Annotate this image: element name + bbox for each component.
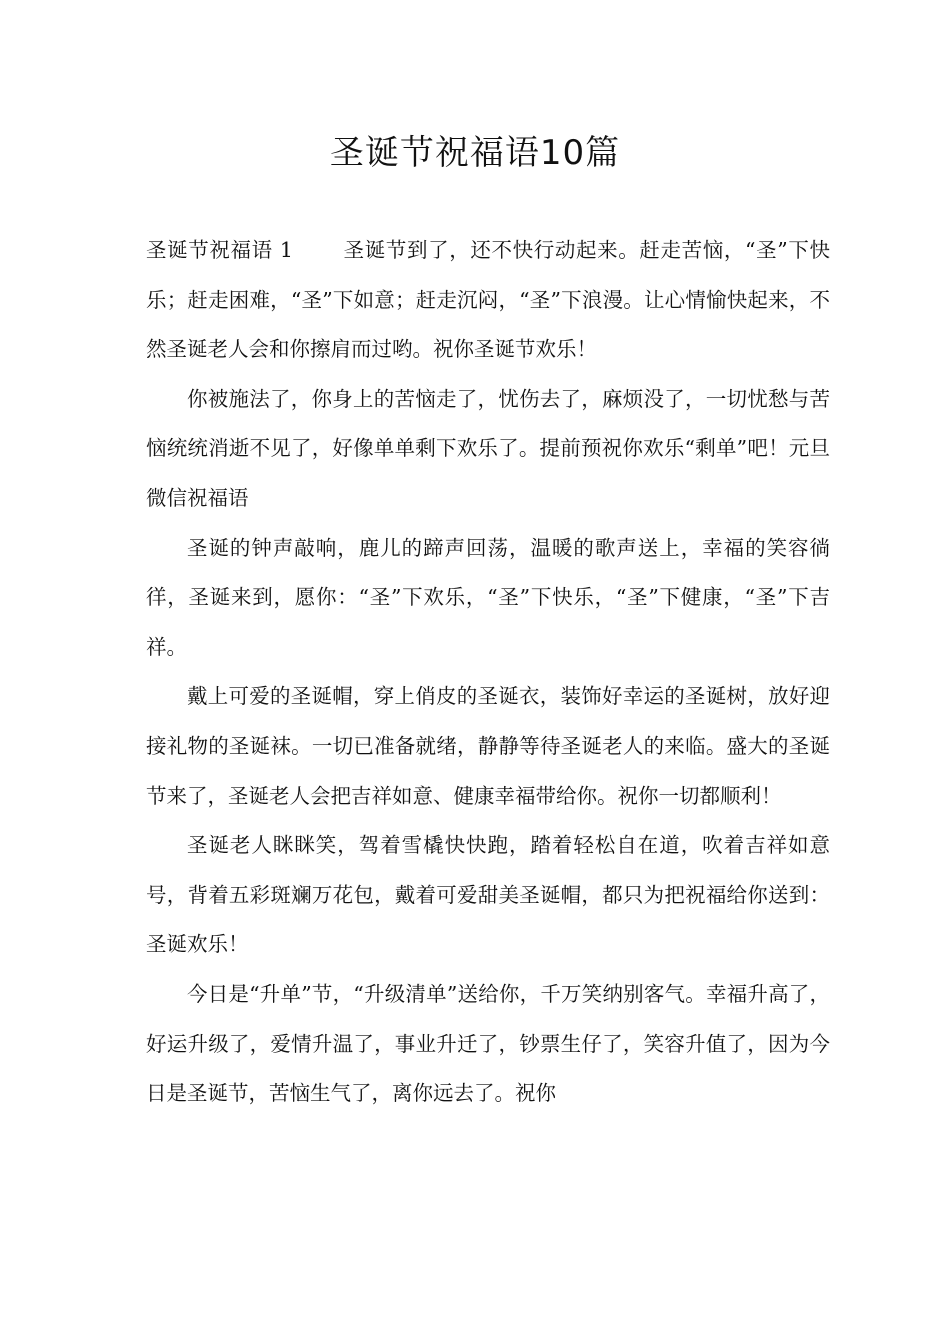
paragraph-3: 圣诞的钟声敲响，鹿儿的蹄声回荡，温暖的歌声送上，幸福的笑容徜徉，圣诞来到，愿你：“圣”下欢乐，“圣”下快乐，“圣”下健康，“圣”下吉祥。	[146, 535, 830, 659]
paragraph-2: 你被施法了，你身上的苦恼走了，忧伤去了，麻烦没了，一切忧愁与苦恼统统消逝不见了，好像单单剩下欢乐了。提前预祝你欢乐“剩单”吧！元旦微信祝福语	[146, 386, 830, 510]
paragraph-1-text: 圣诞节到了，还不快行动起来。赶走苦恼，“圣”下快乐；赶走困难，“圣”下如意；赶走沉闷，“圣”下浪漫。让心情愉快起来，不然圣诞老人会和你擦肩而过哟。祝你圣诞节欢乐！	[146, 238, 831, 362]
section-heading: 圣诞节祝福语 1	[146, 238, 293, 262]
paragraph-1	[146, 226, 830, 375]
paragraph-5: 圣诞老人眯眯笑，驾着雪橇快快跑，踏着轻松自在道，吹着吉祥如意号，背着五彩斑斓万花包，戴着可爱甜美圣诞帽，都只为把祝福给你送到：圣诞欢乐！	[146, 833, 830, 957]
paragraph-4: 戴上可爱的圣诞帽，穿上俏皮的圣诞衣，装饰好幸运的圣诞树，放好迎接礼物的圣诞袜。一切已准备就绪，静静等待圣诞老人的来临。盛大的圣诞节来了，圣诞老人会把吉祥如意、健康幸福带给你。祝你一切都顺利！	[146, 684, 830, 808]
paragraph-6: 今日是“升单”节，“升级清单”送给你，千万笑纳别客气。幸福升高了，好运升级了，爱情升温了，事业升迁了，钞票生仔了，笑容升值了，因为今日是圣诞节，苦恼生气了，离你远去了。祝你	[146, 981, 830, 1106]
document-body	[146, 226, 830, 1119]
document-title: 圣诞节祝福语10篇	[329, 133, 621, 173]
